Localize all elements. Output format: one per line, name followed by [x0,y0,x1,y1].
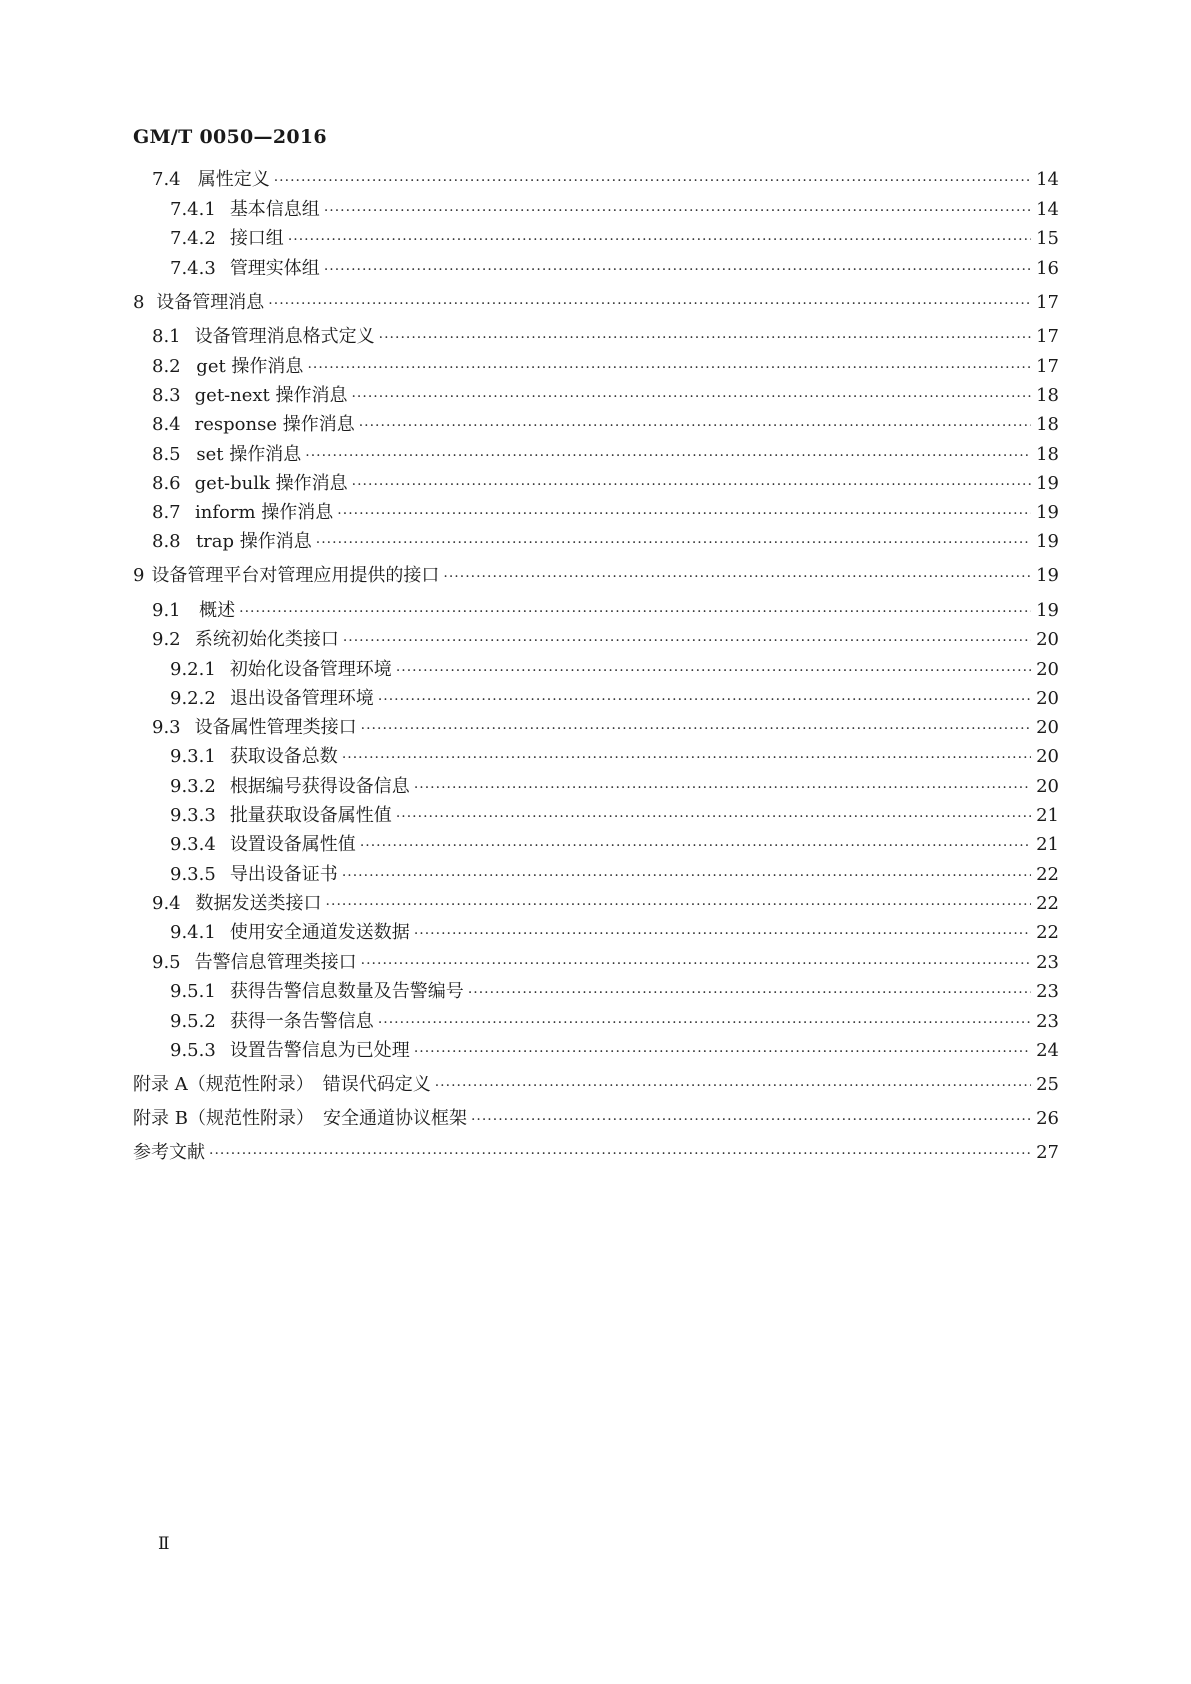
toc-entry[interactable] [170,257,1059,281]
toc-leader-dots [288,228,1031,252]
toc-leader-dots [239,600,1031,624]
toc-leader-dots [352,473,1031,497]
toc-entry-page: 20 [1036,688,1059,709]
toc-leader-dots [324,199,1031,223]
toc-entry-title: 基本信息组 [229,199,320,220]
toc-entry-number: 9.3.4 [170,834,216,855]
toc-entry-page: 20 [1036,776,1059,797]
toc-entry-page: 20 [1036,746,1059,767]
toc-entry-number: 8.3 [152,385,181,406]
toc-entry-page: 25 [1036,1074,1059,1095]
toc-entry-page: 17 [1036,326,1059,347]
toc-leader-dots [379,326,1031,350]
toc-entry-number: 9.3.2 [170,776,216,797]
toc-entry-page: 18 [1036,444,1059,465]
toc-entry-title: 初始化设备管理环境 [229,659,392,680]
toc-entry[interactable] [152,355,1059,379]
toc-leader-dots [268,292,1031,316]
document-header: GM/T 0050—2016 [133,126,327,148]
toc-leader-dots [274,169,1031,193]
toc-leader-dots [378,688,1031,712]
toc-entry-page: 19 [1036,502,1059,523]
toc-entry[interactable] [170,658,1059,682]
toc-entry-number: 7.4 [152,169,181,190]
toc-entry-number: 9.3.3 [170,805,216,826]
toc-entry-page: 20 [1036,659,1059,680]
toc-entry-page: 17 [1036,356,1059,377]
toc-entry-title: 附录 B（规范性附录） 安全通道协议框架 [133,1108,467,1129]
toc-entry-title: get 操作消息 [196,356,304,377]
toc-entry-title: 概述 [199,600,236,621]
toc-entry-page: 20 [1036,717,1059,738]
toc-entry[interactable] [152,530,1059,554]
toc-entry-page: 23 [1036,1011,1059,1032]
toc-entry-page: 19 [1036,600,1059,621]
toc-entry[interactable] [152,168,1059,192]
toc-entry[interactable] [170,745,1059,769]
toc-leader-dots [343,629,1031,653]
toc-entry-page: 19 [1036,565,1059,586]
toc-entry-page: 19 [1036,531,1059,552]
toc-entry-title: 附录 A（规范性附录） 错误代码定义 [133,1074,431,1095]
toc-entry-title: 系统初始化类接口 [194,629,339,650]
toc-entry[interactable] [152,716,1059,740]
toc-entry-title: 导出设备证书 [229,864,338,885]
toc-entry-number: 9 [133,565,145,586]
toc-entry[interactable] [152,951,1059,975]
toc-entry[interactable] [170,833,1059,857]
toc-leader-dots [396,659,1031,683]
toc-entry[interactable] [152,628,1059,652]
toc-entry-title: 获得一条告警信息 [229,1011,374,1032]
toc-entry-page: 14 [1036,169,1059,190]
toc-entry-title: 获得告警信息数量及告警编号 [229,981,464,1002]
toc-entry-page: 22 [1036,893,1059,914]
toc-entry-page: 19 [1036,473,1059,494]
toc-entry-page: 16 [1036,258,1059,279]
toc-entry-title: get-next 操作消息 [194,385,348,406]
toc-entry-number: 8.7 [152,502,181,523]
toc-entry[interactable] [133,1141,1059,1165]
toc-leader-dots [468,981,1031,1005]
toc-entry-page: 23 [1036,981,1059,1002]
toc-entry-number: 7.4.1 [170,199,216,220]
toc-entry-number: 9.5.1 [170,981,216,1002]
toc-entry[interactable] [152,325,1059,349]
toc-entry-number: 8.2 [152,356,181,377]
toc-entry[interactable] [133,564,1059,588]
toc-entry-number: 9.5.3 [170,1040,216,1061]
toc-entry[interactable] [133,1073,1059,1097]
toc-entry-title: 退出设备管理环境 [229,688,374,709]
toc-leader-dots [307,356,1031,380]
toc-entry-page: 24 [1036,1040,1059,1061]
toc-entry-title: 设备管理消息 [156,292,265,313]
toc-leader-dots [351,385,1031,409]
toc-entry-number: 9.5 [152,952,181,973]
toc-leader-dots [209,1142,1031,1166]
toc-leader-dots [414,1040,1031,1064]
toc-entry[interactable] [152,443,1059,467]
toc-entry-number: 9.2.1 [170,659,216,680]
toc-entry-number: 9.3.1 [170,746,216,767]
toc-entry-title: 参考文献 [133,1142,205,1163]
toc-entry-title: 设备管理消息格式定义 [194,326,375,347]
toc-entry[interactable] [152,501,1059,525]
toc-entry-title: 根据编号获得设备信息 [229,776,410,797]
toc-entry-number: 8.4 [152,414,181,435]
toc-leader-dots [326,893,1031,917]
toc-entry-number: 8.8 [152,531,181,552]
toc-leader-dots [443,565,1031,589]
toc-entry-page: 21 [1036,805,1059,826]
toc-entry-page: 14 [1036,199,1059,220]
toc-entry-number: 9.4.1 [170,922,216,943]
page-number: Ⅱ [158,1534,170,1554]
toc-entry-page: 20 [1036,629,1059,650]
toc-entry-title: inform 操作消息 [195,502,334,523]
toc-entry-title: 管理实体组 [229,258,320,279]
toc-entry[interactable] [170,863,1059,887]
toc-leader-dots [359,414,1031,438]
toc-entry[interactable] [170,980,1059,1004]
toc-leader-dots [337,502,1031,526]
toc-leader-dots [342,746,1031,770]
toc-entry-number: 7.4.3 [170,258,216,279]
toc-leader-dots [378,1011,1031,1035]
toc-entry-page: 26 [1036,1108,1059,1129]
toc-entry-page: 18 [1036,385,1059,406]
toc-entry-title: get-bulk 操作消息 [194,473,348,494]
toc-entry[interactable] [152,599,1059,623]
toc-entry-page: 15 [1036,228,1059,249]
toc-entry-number: 8.1 [152,326,181,347]
toc-entry-title: set 操作消息 [196,444,302,465]
toc-entry-title: 设备管理平台对管理应用提供的接口 [151,565,440,586]
toc-entry-page: 18 [1036,414,1059,435]
toc-entry-title: 使用安全通道发送数据 [229,922,410,943]
toc-entry[interactable] [133,1107,1059,1131]
toc-entry-title: 接口组 [229,228,284,249]
toc-entry-title: 数据发送类接口 [195,893,322,914]
toc-entry[interactable] [170,921,1059,945]
toc-entry-number: 9.2.2 [170,688,216,709]
toc-entry-page: 27 [1036,1142,1059,1163]
toc-entry[interactable] [170,227,1059,251]
toc-entry[interactable] [170,1039,1059,1063]
toc-entry[interactable] [170,804,1059,828]
toc-entry-title: 设置设备属性值 [229,834,356,855]
toc-entry-number: 9.2 [152,629,181,650]
toc-entry-number: 9.1 [152,600,181,621]
toc-entry[interactable] [152,892,1059,916]
toc-leader-dots [342,864,1031,888]
toc-entry-number: 8 [133,292,145,313]
toc-entry-page: 22 [1036,922,1059,943]
toc-leader-dots [360,834,1031,858]
toc-entry-title: 告警信息管理类接口 [194,952,357,973]
toc-entry[interactable] [170,687,1059,711]
toc-entry[interactable] [170,198,1059,222]
toc-entry-number: 9.3 [152,717,181,738]
toc-entry[interactable] [133,291,1059,315]
toc-entry-number: 8.5 [152,444,181,465]
toc-leader-dots [361,952,1031,976]
toc-entry[interactable] [152,472,1059,496]
toc-entry-number: 9.3.5 [170,864,216,885]
toc-leader-dots [324,258,1031,282]
toc-entry-page: 22 [1036,864,1059,885]
toc-leader-dots [396,805,1031,829]
toc-leader-dots [471,1108,1031,1132]
toc-entry-number: 7.4.2 [170,228,216,249]
toc-entry[interactable] [170,775,1059,799]
toc-entry-page: 21 [1036,834,1059,855]
toc-entry-title: 获取设备总数 [229,746,338,767]
toc-leader-dots [316,531,1031,555]
toc-entry-title: response 操作消息 [194,414,355,435]
toc-entry-title: 批量获取设备属性值 [229,805,392,826]
toc-entry-number: 9.4 [152,893,181,914]
toc-entry[interactable] [152,384,1059,408]
toc-entry-title: trap 操作消息 [195,531,312,552]
toc-entry-title: 设备属性管理类接口 [194,717,357,738]
toc-entry-number: 8.6 [152,473,181,494]
toc-leader-dots [435,1074,1031,1098]
toc-entry-title: 属性定义 [197,169,270,190]
toc-leader-dots [361,717,1031,741]
toc-leader-dots [414,922,1031,946]
toc-entry-page: 23 [1036,952,1059,973]
toc-entry-page: 17 [1036,292,1059,313]
toc-entry[interactable] [152,413,1059,437]
toc-entry-title: 设置告警信息为已处理 [229,1040,410,1061]
toc-entry-number: 9.5.2 [170,1011,216,1032]
toc-leader-dots [305,444,1031,468]
toc-entry[interactable] [170,1010,1059,1034]
toc-leader-dots [414,776,1031,800]
